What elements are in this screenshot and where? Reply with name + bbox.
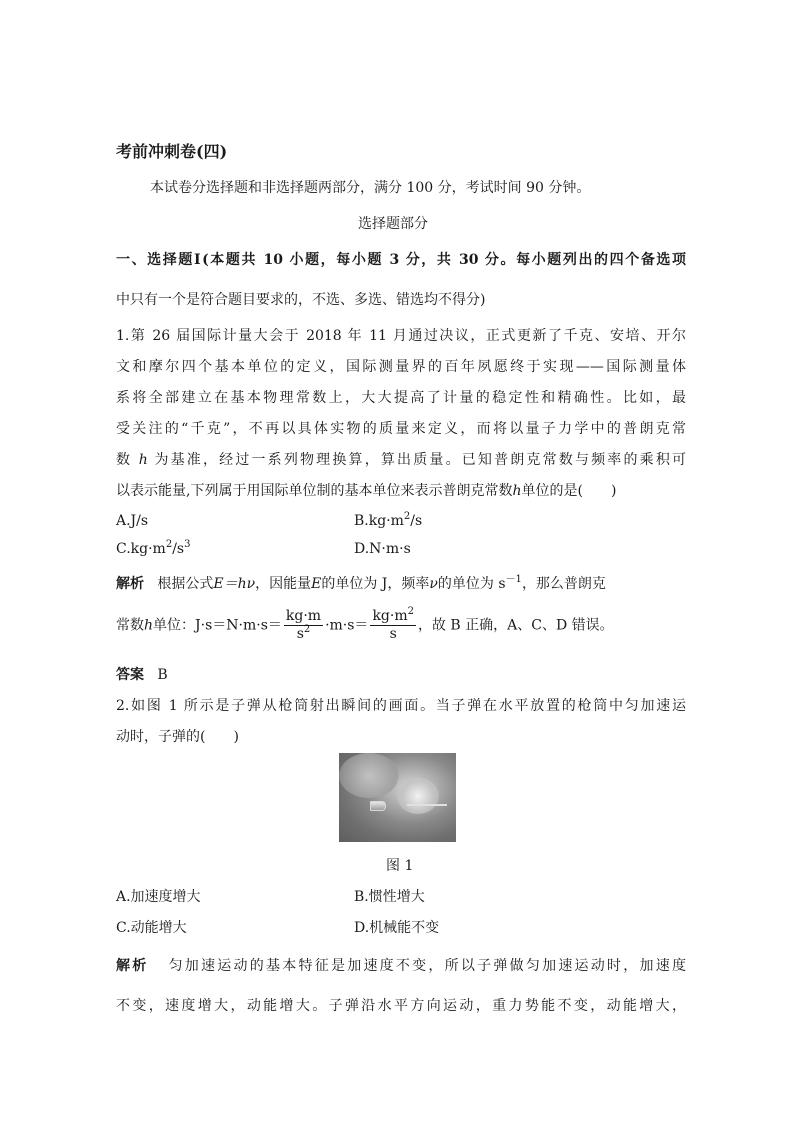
- q1-line4: 受关注的“千克”，不再以具体实物的质量来定义，而将以量子力学中的普朗克常: [116, 421, 686, 437]
- q1-analysis-line2: 常数h单位：J·s＝N·m·s＝ $\frac{kg\cdot m}{s^2}$ ·m·s＝ $\frac{kg\cdot m^2}{s}$ ，故 B 正确，A、C、D 错误。: [116, 606, 614, 642]
- q1-line2: 文和摩尔四个基本单位的定义，国际测量界的百年夙愿终于实现——国际测量体: [116, 359, 686, 375]
- part1-heading-line1: 一、选择题Ⅰ(本题共 10 小题，每小题 3 分，共 30 分。每小题列出的四个备选项: [116, 252, 686, 268]
- q1-line3: 系将全部建立在基本物理常数上，大大提高了计量的稳定性和精确性。比如，最: [116, 390, 686, 406]
- q2-option-a: A.加速度增大: [116, 889, 201, 905]
- q2-line1: 2.如图 1 所示是子弹从枪筒射出瞬间的画面。当子弹在水平放置的枪筒中匀加速运: [116, 698, 686, 714]
- q1-line6: 以表示能量,下列属于用国际单位制的基本单位来表示普朗克常数h单位的是( ): [116, 483, 617, 499]
- figure-caption: 图 1: [386, 858, 414, 874]
- part1-heading-line2: 中只有一个是符合题目要求的，不选、多选、错选均不得分): [116, 292, 486, 308]
- q2-analysis-line2: 不变，速度增大，动能增大。子弹沿水平方向运动，重力势能不变，动能增大，: [116, 998, 686, 1014]
- q1-option-a: A.J/s: [116, 513, 149, 529]
- muzzle-flash: [397, 778, 439, 814]
- q2-option-d: D.机械能不变: [354, 920, 440, 936]
- smoke-cloud: [339, 753, 399, 798]
- section-title: 选择题部分: [358, 216, 428, 232]
- exam-intro: 本试卷分选择题和非选择题两部分，满分 100 分，考试时间 90 分钟。: [150, 180, 591, 196]
- q1-option-b: $B.kg\cdot m^2/s$: [354, 511, 423, 529]
- q2-analysis-line1: 解析 匀加速运动的基本特征是加速度不变，所以子弹做匀加速运动时，加速度: [116, 958, 687, 974]
- analysis-label: 解析: [116, 576, 144, 592]
- q1-analysis-line1: 解析 根据公式E＝hν，因能量E的单位为 J，频率ν的单位为 $s^{-1}$，那么普朗克: [116, 574, 606, 592]
- fraction-kgm2-over-s: $\frac{kg\cdot m^2}{s}$: [372, 606, 414, 642]
- fraction-kgm-over-s2: $\frac{kg\cdot m}{s^2}$: [285, 608, 322, 642]
- bullet-photo-figure: [339, 753, 456, 842]
- q2-line2: 动时，子弹的( ): [116, 729, 239, 745]
- gun-barrel: [407, 804, 447, 806]
- page-title: 考前冲刺卷(四): [116, 142, 228, 161]
- q2-option-c: C.动能增大: [116, 920, 187, 936]
- q1-option-c: $C.kg\cdot m^2/s^3$: [116, 539, 191, 557]
- q1-line1: 1.第 26 届国际计量大会于 2018 年 11 月通过决议，正式更新了千克、安培、开尔: [116, 328, 686, 344]
- q2-option-b: B.惯性增大: [354, 889, 425, 905]
- q1-answer: 答案 B: [116, 667, 168, 683]
- q1-option-d: D.N·m·s: [354, 541, 411, 557]
- q1-line5: 数 h 为基准，经过一系列物理换算，算出质量。已知普朗克常数与频率的乘积可: [116, 452, 686, 468]
- bullet: [370, 801, 386, 811]
